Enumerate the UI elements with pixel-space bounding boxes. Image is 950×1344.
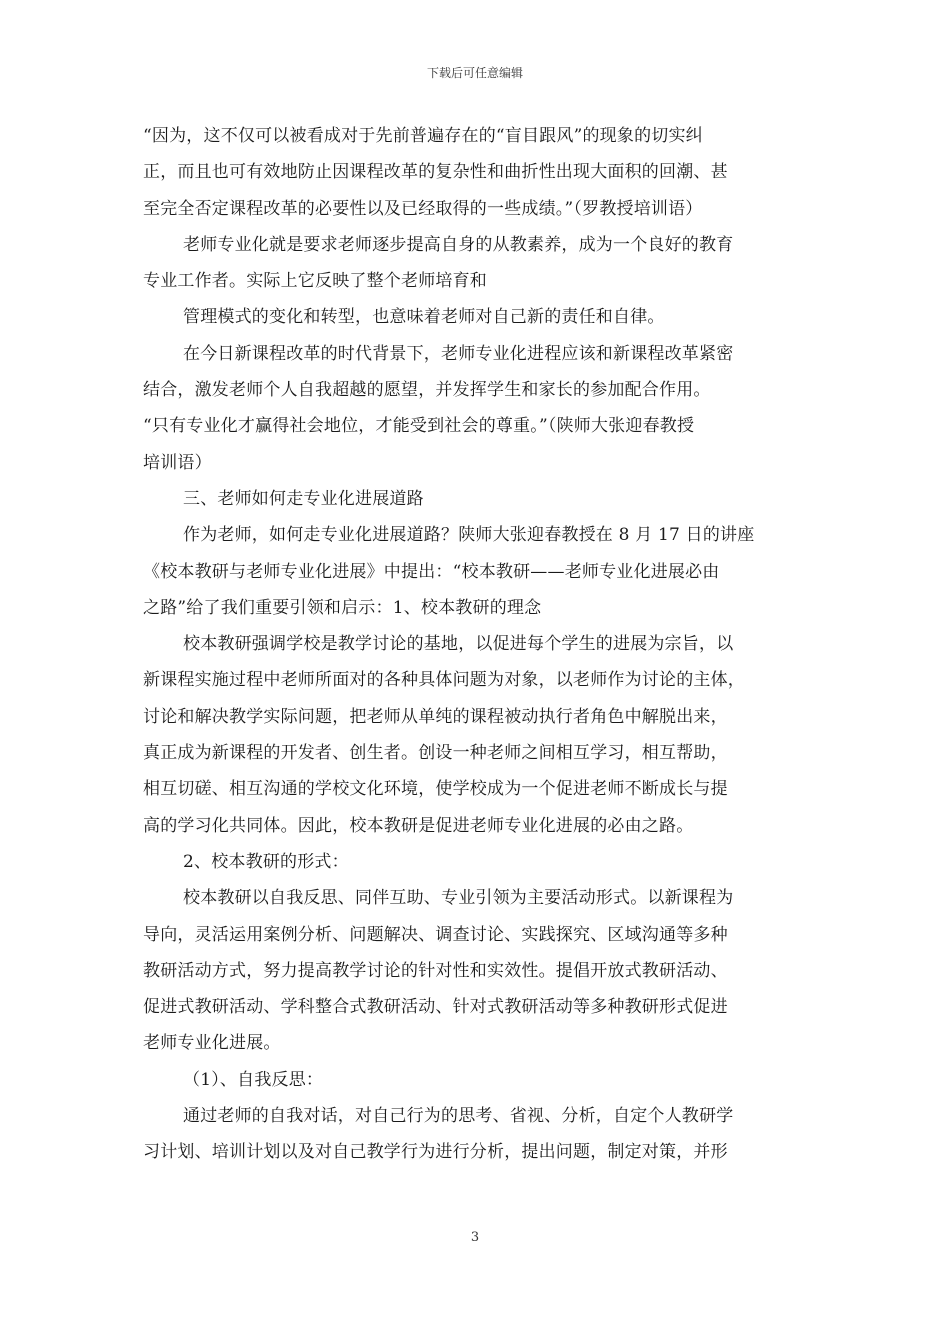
text-line: （1）、自我反思：	[183, 1069, 324, 1090]
text-line: 高的学习化共同体。因此，校本教研是促进老师专业化进展的必由之路。	[143, 815, 694, 836]
text-line: 习计划、培训计划以及对自己教学行为进行分析，提出问题，制定对策，并形	[143, 1142, 728, 1163]
text-line: 专业工作者。实际上它反映了整个老师培育和	[143, 271, 487, 292]
text-line: “只有专业化才赢得社会地位，才能受到社会的尊重。”（陕师大张迎春教授	[143, 416, 695, 437]
document-body	[143, 118, 807, 1171]
text-line: 作为老师，如何走专业化进展道路？陕师大张迎春教授在 8 月 17 日的讲座	[183, 525, 755, 546]
text-line: 导向，灵活运用案例分析、问题解决、调查讨论、实践探究、区域沟通等多种	[143, 924, 728, 945]
text-line: 促进式教研活动、学科整合式教研活动、针对式教研活动等多种教研形式促进	[143, 997, 728, 1018]
text-line: 管理模式的变化和转型，也意味着老师对自己新的责任和自律。	[183, 307, 665, 328]
text-line: 校本教研以自我反思、同伴互助、专业引领为主要活动形式。以新课程为	[183, 888, 734, 909]
page-header: 下载后可任意编辑	[426, 66, 523, 80]
text-line: 通过老师的自我对话，对自己行为的思考、省视、分析，自定个人教研学	[183, 1106, 734, 1127]
text-line: 新课程实施过程中老师所面对的各种具体问题为对象，以老师作为讨论的主体，	[143, 670, 745, 691]
text-line: 校本教研强调学校是教学讨论的基地，以促进每个学生的进展为宗旨，以	[183, 634, 734, 655]
text-line: 2、校本教研的形式：	[183, 851, 349, 872]
page-number: 3	[470, 1230, 480, 1245]
text-line: 正，而且也可有效地防止因课程改革的复杂性和曲折性出现大面积的回潮、甚	[143, 162, 728, 183]
text-line: 在今日新课程改革的时代背景下，老师专业化进程应该和新课程改革紧密	[183, 343, 734, 364]
text-line: 《校本教研与老师专业化进展》中提出：“校本教研——老师专业化进展必由	[143, 561, 720, 582]
text-line: 讨论和解决教学实际问题，把老师从单纯的课程被动执行者角色中解脱出来，	[143, 706, 728, 727]
text-line: 至完全否定课程改革的必要性以及已经取得的一些成绩。”（罗教授培训语）	[143, 198, 703, 219]
text-line: 结合，激发老师个人自我超越的愿望，并发挥学生和家长的参加配合作用。	[143, 380, 711, 401]
text-line: 相互切磋、相互沟通的学校文化环境，使学校成为一个促进老师不断成长与提	[143, 779, 728, 800]
text-line: 之路”给了我们重要引领和启示：1、校本教研的理念	[143, 597, 542, 618]
text-line: “因为，这不仅可以被看成对于先前普遍存在的“盲目跟风”的现象的切实纠	[143, 126, 703, 146]
text-line: 老师专业化进展。	[143, 1033, 281, 1054]
text-line: 教研活动方式，努力提高教学讨论的针对性和实效性。提倡开放式教研活动、	[143, 960, 728, 981]
text-line: 三、老师如何走专业化进展道路	[183, 488, 424, 509]
text-line: 真正成为新课程的开发者、创生者。创设一种老师之间相互学习，相互帮助，	[143, 743, 728, 764]
text-line: 老师专业化就是要求老师逐步提高自身的从教素养，成为一个良好的教育	[183, 234, 734, 255]
text-line: 培训语）	[143, 452, 212, 473]
